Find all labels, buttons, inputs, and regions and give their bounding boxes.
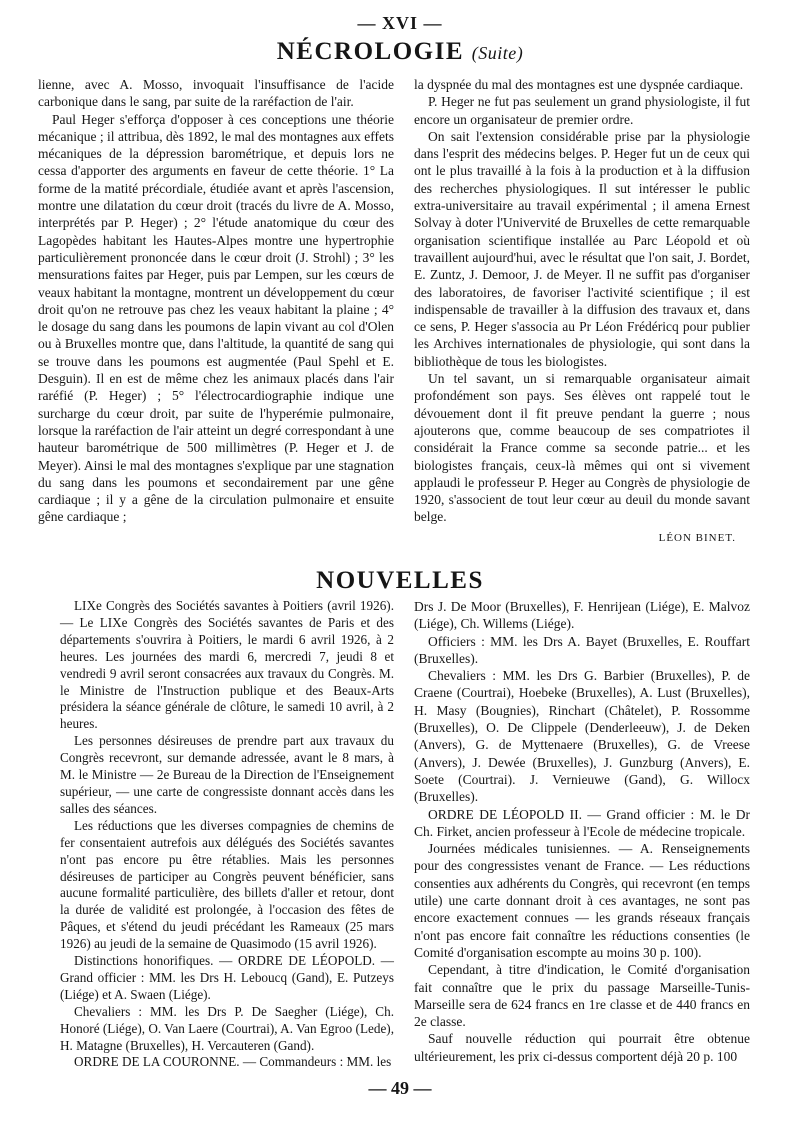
nouvelles-right-paragraph: Officiers : MM. les Drs A. Bayet (Bruxelles, E. Rouffart (Bruxelles).: [414, 633, 750, 666]
nouvelles-left-paragraph: LIXe Congrès des Sociétés savantes à Poitiers (avril 1926). — Le LIXe Congrès des Sociétés savantes de Paris et des départements s'ouvrira à Poitiers, le mardi 6 avril 1926, à 2 heures. Les journées des mardi 6, mercredi 7, jeudi 8 et vendredi 9 avril seront consacrées aux travaux du Congrès. M. le Ministre de l'Instruction publique et des Beaux-Arts présidera la séance générale de clôture, le samedi 10 avril, à 2 heures.: [60, 598, 394, 732]
roman-page-number: — XVI —: [357, 13, 443, 33]
necrologie-right-paragraph: Un tel savant, un si remarquable organisateur aimait profondément son pays. Ses élèves ont rappelé tout le dévouement dont il fit preuve pendant la guerre ; nous ajouterons que, comme beaucoup de ses compatriotes il considérait la France comme sa seconde patrie... et les biologistes français, ceux-là mêmes qui ont si vivement applaudi le professeur P. Heger au Congrès de physiologie de 1920, s'associent de tout leur cœur au deuil du monde savant belge.: [414, 371, 750, 525]
necrologie-left-paragraph: lienne, avec A. Mosso, invoquait l'insuffisance de l'acide carbonique dans le sang, par suite de la raréfaction de l'air.: [38, 77, 394, 110]
author-signature: LÉON BINET.: [658, 531, 736, 544]
nouvelles-right-paragraph: Journées médicales tunisiennes. — A. Renseignements pour des congressistes venant de France. — Les réductions consenties aux adhérents du Congrès, qui recevront (en temps utile) une carte donnant droit à ces avantages, ne sont pas encore exactement connues — les grands réseaux français n'ont pas encore fait connaître les réductions consenties (le Comité d'organisation escompte au moins 30 p. 100).: [414, 841, 750, 960]
necrologie-left-paragraph: Paul Heger s'efforça d'opposer à ces conceptions une théorie mécanique ; il attribua, dès 1892, le mal des montagnes aux effets mécaniques de la dépression barométrique, et depuis lors ne cessa d'apporter des arguments en faveur de cette théorie. 1° La forme de la matité précordiale, étudiée avant et après l'ascension, montre une dilatation du cœur droit (tracés du livre de A. Mosso, interprétés par P. Heger) ; 2° l'étude anatomique du cœur des Lagopèdes habitant les Hautes-Alpes montre une hypertrophie particulièrement prononcée dans le cœur droit (J. Strohl) ; 3° les mensurations faites par Heger, puis par Lempen, sur les cœurs de veaux habitant la montagne, montrent un développement du cœur droit qu'on ne retrouve pas chez les veaux habitant la plaine ; 4° le dosage du sang dans les poumons de lapin vivant au col d'Olen ou à Bruxelles montre que, dans l'altitude, la quantité de sang qui se trouve dans les poumons est augmentée (Paul Spehl et E. Desguin). Il en est de même chez les animaux placés dans l'air raréfié (P. Heger) ; 5° l'électrocardiographie indique une surcharge du cœur droit, par suite de l'hyperémie pulmonaire, lorsque la raréfaction de l'air atteint un degré correspondant à une hauteur barométrique de 500 millimètres (P. Heger et J. de Meyer). Ainsi le mal des montagnes s'explique par une stagnation du sang dans les poumons et secondairement par une gêne cardiaque ; il y a gêne de la circulation pulmonaire et ensuite gêne cardiaque ;: [38, 111, 394, 525]
nouvelles-left-paragraph: Chevaliers : MM. les Drs P. De Saegher (Liége), Ch. Honoré (Liége), O. Van Laere (Courtrai), A. Van Egroo (Lede), H. Matagne (Bruxelles), H. Vercauteren (Gand).: [60, 1003, 394, 1053]
nouvelles-right-paragraph: Chevaliers : MM. les Drs G. Barbier (Bruxelles), P. de Craene (Courtrai), Hoebeke (Bruxelles), A. Lust (Bruxelles), H. Masy (Bougnies), Rinchart (Châtelet), P. Rossomme (Bruxelles), O. De Clippele (Denderleeuw), J. de Deken (Anvers), G. de Myttenaere (Bruxelles), G. de Vreese (Anvers), J. Dewée (Bruxelles), J. Gunzburg (Anvers), E. Soete (Courtrai). J. Vernieuwe (Gand), G. Willocx (Bruxelles).: [414, 668, 750, 805]
nouvelles-right-paragraph: ORDRE DE LÉOPOLD II. — Grand officier : M. le Dr Ch. Firket, ancien professeur à l'Ecole de médecine tropicale.: [414, 806, 750, 839]
nouvelles-right-paragraph: Cependant, à titre d'indication, le Comité d'organisation fait connaître que le prix du passage Marseille-Tunis-Marseille sera de 624 francs en 1re classe et de 440 francs en 2e classe.: [414, 962, 750, 1030]
nouvelles-right-paragraph: Sauf nouvelle réduction qui pourrait être obtenue ultérieurement, les prix ci-dessus comportent déjà 20 p. 100: [414, 1031, 750, 1064]
necrologie-title: [0, 38, 800, 66]
nouvelles-left-paragraph: Les réductions que les diverses compagnies de chemins de fer consentaient autrefois aux délégués des Sociétés savantes n'ont pas encore pu être rétablies. Mais les personnes désireuses de participer au Congrès peuvent bénéficier, sans aucune formalité particulière, des billets d'aller et retour, dont la durée de validité est prolongée, à l'occasion des fêtes de Pâques, et s'étend du jeudi précédant les Rameaux (25 mars 1926) au jeudi de la semaine de Quasimodo (15 avril 1926).: [60, 817, 394, 952]
necrologie-left-column: [38, 76, 394, 526]
necrologie-title-text: NÉCROLOGIE: [276, 38, 465, 65]
necrologie-suite: (Suite): [471, 43, 524, 63]
necrologie-right-paragraph: P. Heger ne fut pas seulement un grand physiologiste, il fut encore un organisateur de premier ordre.: [414, 94, 750, 127]
nouvelles-left-paragraph: Distinctions honorifiques. — ORDRE DE LÉOPOLD. — Grand officier : MM. les Drs H. Leboucq (Gand), E. Putzeys (Liége) et A. Swaen (Liége).: [60, 953, 394, 1002]
nouvelles-left-column: [60, 598, 394, 1071]
nouvelles-left-paragraph: ORDRE DE LA COURONNE. — Commandeurs : MM. les: [74, 1054, 392, 1070]
necrologie-right-paragraph: la dyspnée du mal des montagnes est une dyspnée cardiaque.: [414, 77, 744, 92]
page-number: — 49 —: [368, 1078, 432, 1098]
necrologie-right-column: [414, 76, 750, 547]
nouvelles-right-column: [414, 598, 750, 1065]
nouvelles-title: NOUVELLES: [316, 567, 484, 594]
nouvelles-left-paragraph: Les personnes désireuses de prendre part aux travaux du Congrès recevront, sur demande adressée, avant le 8 mars, à M. le Ministre — 2e Bureau de la Direction de l'Enseignement supérieur, — une carte de congressiste donnant accès dans les salles des séances.: [60, 733, 394, 816]
necrologie-right-paragraph: On sait l'extension considérable prise par la physiologie dans l'esprit des médecins belges. P. Heger fut un de ceux qui ont le plus travaillé à la fois à la production et à la diffusion des recherches physiologiques. Il sut intéresser le public extra-universitaire au travail expérimental ; il amena Ernest Solvay à doter l'Univervité de Bruxelles de cette remarquable organisation scientifique installée au Parc Léopold et où travaillent aujourd'hui, avec le résultat que l'on sait, J. Bordet, E. Zuntz, J. Demoor, J. de Meyer. Il ne suffit pas d'organiser des laboratoires, de favoriser l'activité scientifique ; il est indispensable de travailler à la diffusion des travaux et, dans ce sens, P. Heger s'associa au Pr Léon Frédéricq pour publier les Archives internationales de physiologie, qui sont dans la bibliothèque de tous les biologistes.: [414, 128, 750, 369]
nouvelles-right-paragraph: Drs J. De Moor (Bruxelles), F. Henrijean (Liége), E. Malvoz (Liége), Ch. Willems (Liége).: [414, 599, 750, 632]
